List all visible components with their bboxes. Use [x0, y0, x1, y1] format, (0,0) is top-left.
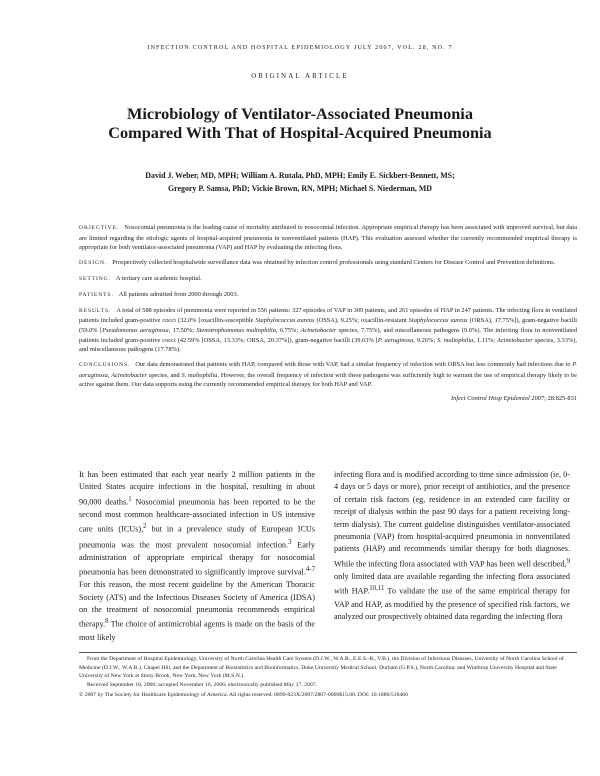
reference-marker[interactable]: 4-7: [305, 566, 315, 574]
footnote-copyright: © 2007 by The Society for Healthcare Epidemiology of America. All rights reserved. 0899-823X/2007/2807-0009$15.00. DOI: 10.1086/518460: [79, 691, 408, 698]
body-text: Early administration of appropriate empirical therapy for nosocomial pneumonia has been demonstrated to significantly improve survival.: [79, 540, 315, 577]
footnote-divider: [79, 652, 577, 653]
abstract-conclusions: [79, 360, 577, 390]
abstract-objective-text: Nosocomial pneumonia is the leading cause of mortality attributed to nosocomial infection. Appropriate empirical therapy has been associated with improved survival, but data are limited regarding the etiologic agents of hospital-acquired pneumonia in nonventilated patients (HAP). This evaluation assessed whether the currently recommended empirical therapy is appropriate for both ventilator-associated pneumonia (VAP) and HAP by evaluating the infecting flora.: [79, 224, 577, 252]
conclusions-text: Our data demonstrated that patients with HAP, compared with those with VAP, had a similar frequency of infection with ORSA but less commonly had infections due to: [135, 361, 573, 369]
authors-line-1: David J. Weber, MD, MPH; William A. Rutala, PhD, MPH; Emily E. Sickbert-Bennett, MS;: [145, 171, 455, 180]
results-text: species, 7.75%), and miscellaneous pathogens (9.0%). The infecting flora in nonventilated patients included gram-positive cocci (42.59% [OSSA, 13.33%; ORSA, 20.37%]), gram-negative bacilli (39.63% [: [79, 326, 578, 344]
section-label: ORIGINAL ARTICLE: [251, 73, 349, 80]
organism-name: P. aeruginosa: [79, 361, 577, 379]
abstract-design-heading: DESIGN.: [79, 260, 108, 267]
citation-line: [79, 394, 577, 404]
results-text: (OSSA), 9.25%; oxacillin-resistant: [314, 317, 409, 325]
organism-name: Acinetobacter: [496, 336, 533, 344]
abstract-setting-text: A tertiary care academic hospital.: [115, 274, 202, 282]
conclusions-text: ,: [107, 371, 112, 379]
citation-year-pages: 2007; 28:825-831: [531, 395, 577, 403]
body-text: It has been estimated that each year nearly 2 million patients in the United States acquire infections in the hospital, resulting in about 90,000 deaths.: [79, 470, 315, 507]
authors-line-2: Gregory P. Samsa, PhD; Vickie Brown, RN, MPH; Michael S. Niederman, MD: [168, 183, 432, 193]
footnote-affiliations: From the Department of Hospital Epidemiology, University of North Carolina Health Care System (D.J.W., W.A.R., E.E.S.-B., V.B.), the Division of Infectious Diseases, University of North Carolina School of Medicine (D.J.W., W.A.R.), Chapel Hill, and the Department of Biostatistics and Bioinformatics, Duke University Medical School, Durham (G.P.S.), North Carolina; and Winthrop University Hospital and State University of New York at Stony Brook, New York, New York (M.S.N.).: [79, 656, 564, 680]
reference-marker[interactable]: 9: [566, 557, 570, 565]
organism-name: Acinetobacter: [300, 326, 337, 334]
reference-marker[interactable]: 2: [143, 523, 147, 531]
organism-name: P. aeruginosa: [377, 336, 414, 344]
organism-name: S. maltophilia: [437, 336, 474, 344]
abstract-patients: [79, 290, 577, 301]
abstract-patients-heading: PATIENTS.: [79, 291, 114, 298]
body-text: only limited data are available regarding the infecting flora associated with HAP.: [334, 571, 570, 597]
reference-marker[interactable]: 3: [288, 538, 292, 546]
results-text: , 9.26%;: [413, 336, 438, 344]
abstract-objective: [79, 223, 577, 253]
reference-marker[interactable]: 10,11: [369, 585, 385, 593]
abstract-design: [79, 258, 577, 269]
running-head: INFECTION CONTROL AND HOSPITAL EPIDEMIOLOGY JULY 2007, VOL. 28, NO. 7: [147, 44, 453, 51]
title-line-1: Microbiology of Ventilator-Associated Pneumonia: [127, 104, 473, 123]
abstract-setting-heading: SETTING.: [79, 275, 111, 282]
body-column-right: [334, 469, 570, 623]
abstract: [79, 223, 577, 404]
results-text: , 6.75%;: [275, 326, 301, 334]
title-line-2: Compared With That of Hospital-Acquired Pneumonia: [108, 123, 492, 142]
author-list: [80, 170, 520, 195]
abstract-results-heading: RESULTS.: [79, 307, 112, 314]
intro-paragraph-right: [334, 469, 570, 623]
abstract-results: [79, 306, 577, 355]
results-text: , 17.50%;: [168, 326, 197, 334]
abstract-design-text: Prospectively collected hospitalwide surveillance data was obtained by infection control professionals using standard Centers for Disease Control and Prevention definitions.: [112, 259, 556, 267]
article-title: [60, 104, 540, 142]
organism-name: Pseudomonas aeruginosa: [102, 326, 169, 334]
abstract-objective-heading: OBJECTIVE.: [79, 225, 120, 231]
citation-journal: Infect Control Hosp Epidemiol: [451, 395, 530, 403]
abstract-conclusions-heading: CONCLUSIONS.: [79, 362, 131, 369]
body-text: infecting flora and is modified according to time since admission (ie, 0-4 days or 5 days or more), prior receipt of antibiotics, and the presence of certain risk factors (eg, residence in an extended care facility or receipt of dialysis within the past 90 days for a patient receiving long-term dialysis). The current guideline distinguishes ventilator-associated pneumonia (VAP) from hospital-acquired pneumonia in nonventilated patients (HAP) and recommends similar therapy for both diagnoses. While the infecting flora associated with VAP has been well described,: [334, 470, 570, 569]
body-column-left: [79, 469, 315, 644]
organism-name: Acinetobacter: [111, 371, 147, 379]
organism-name: Staphylococcus aureus: [255, 317, 315, 325]
reference-marker[interactable]: 8: [105, 618, 109, 626]
footnote-received: Received September 18, 2006; accepted November 16, 2006; electronically published May 17, 2007.: [87, 682, 317, 689]
results-text: A total of 588 episodes of pneumonia were reported in 556 patients: 327 episodes of VAP in 309 patients, and 261 episodes of HAP in 247 patients. The infecting flora in ventilated patients included gram-positive cocci (32.0% [oxacillin-susceptible: [79, 306, 577, 325]
results-text: (ORSA), 17.75%]), gram-negative bacilli (59.0% [: [79, 317, 578, 334]
body-text: but in a prevalence study of European ICUs pneumonia was the most prevalent nosocomial infection.: [79, 525, 316, 550]
footnotes: [79, 655, 577, 700]
body-text: To validate the use of the same empirical therapy for VAP and HAP, as modified by the presence of specified risk factors, we analyzed our prospectively obtained data regarding the infecting flora: [334, 587, 570, 621]
abstract-patients-text: All patients admitted from 2000 through 2003.: [118, 290, 239, 298]
abstract-setting: [79, 274, 577, 285]
reference-marker[interactable]: 1: [128, 495, 132, 503]
intro-paragraph-left: [79, 469, 315, 644]
conclusions-text: species, and: [146, 371, 182, 379]
conclusions-text: . However, the overall frequency of infection with these pathogens was sufficiently high to warrant the use of empirical therapy likely to be active against them. Our data supports using the currently recommended empirical therapy for both HAP and VAP.: [79, 371, 577, 389]
body-text: For this reason, the most recent guideline by the American Thoracic Society (ATS) and the Infectious Diseases Society of America (IDSA) on the treatment of nosocomial pneumonia recommends empirical therapy.: [79, 580, 315, 630]
results-text: , 1.11%;: [473, 336, 497, 344]
body-text: The choice of antimicrobial agents is made on the basis of the most likely: [79, 620, 315, 642]
results-text: species, 3.33%), and miscellaneous pathogens (17.78%).: [79, 336, 577, 354]
organism-name: Staphylococcus aureus: [408, 317, 468, 325]
body-text: Nosocomial pneumonia has been reported to be the second most common healthcare-associated infection in US intensive care units (ICUs),: [79, 497, 315, 535]
organism-name: S. maltophilia: [181, 371, 218, 379]
organism-name: Stenotrophomonas maltophilia: [196, 326, 276, 334]
